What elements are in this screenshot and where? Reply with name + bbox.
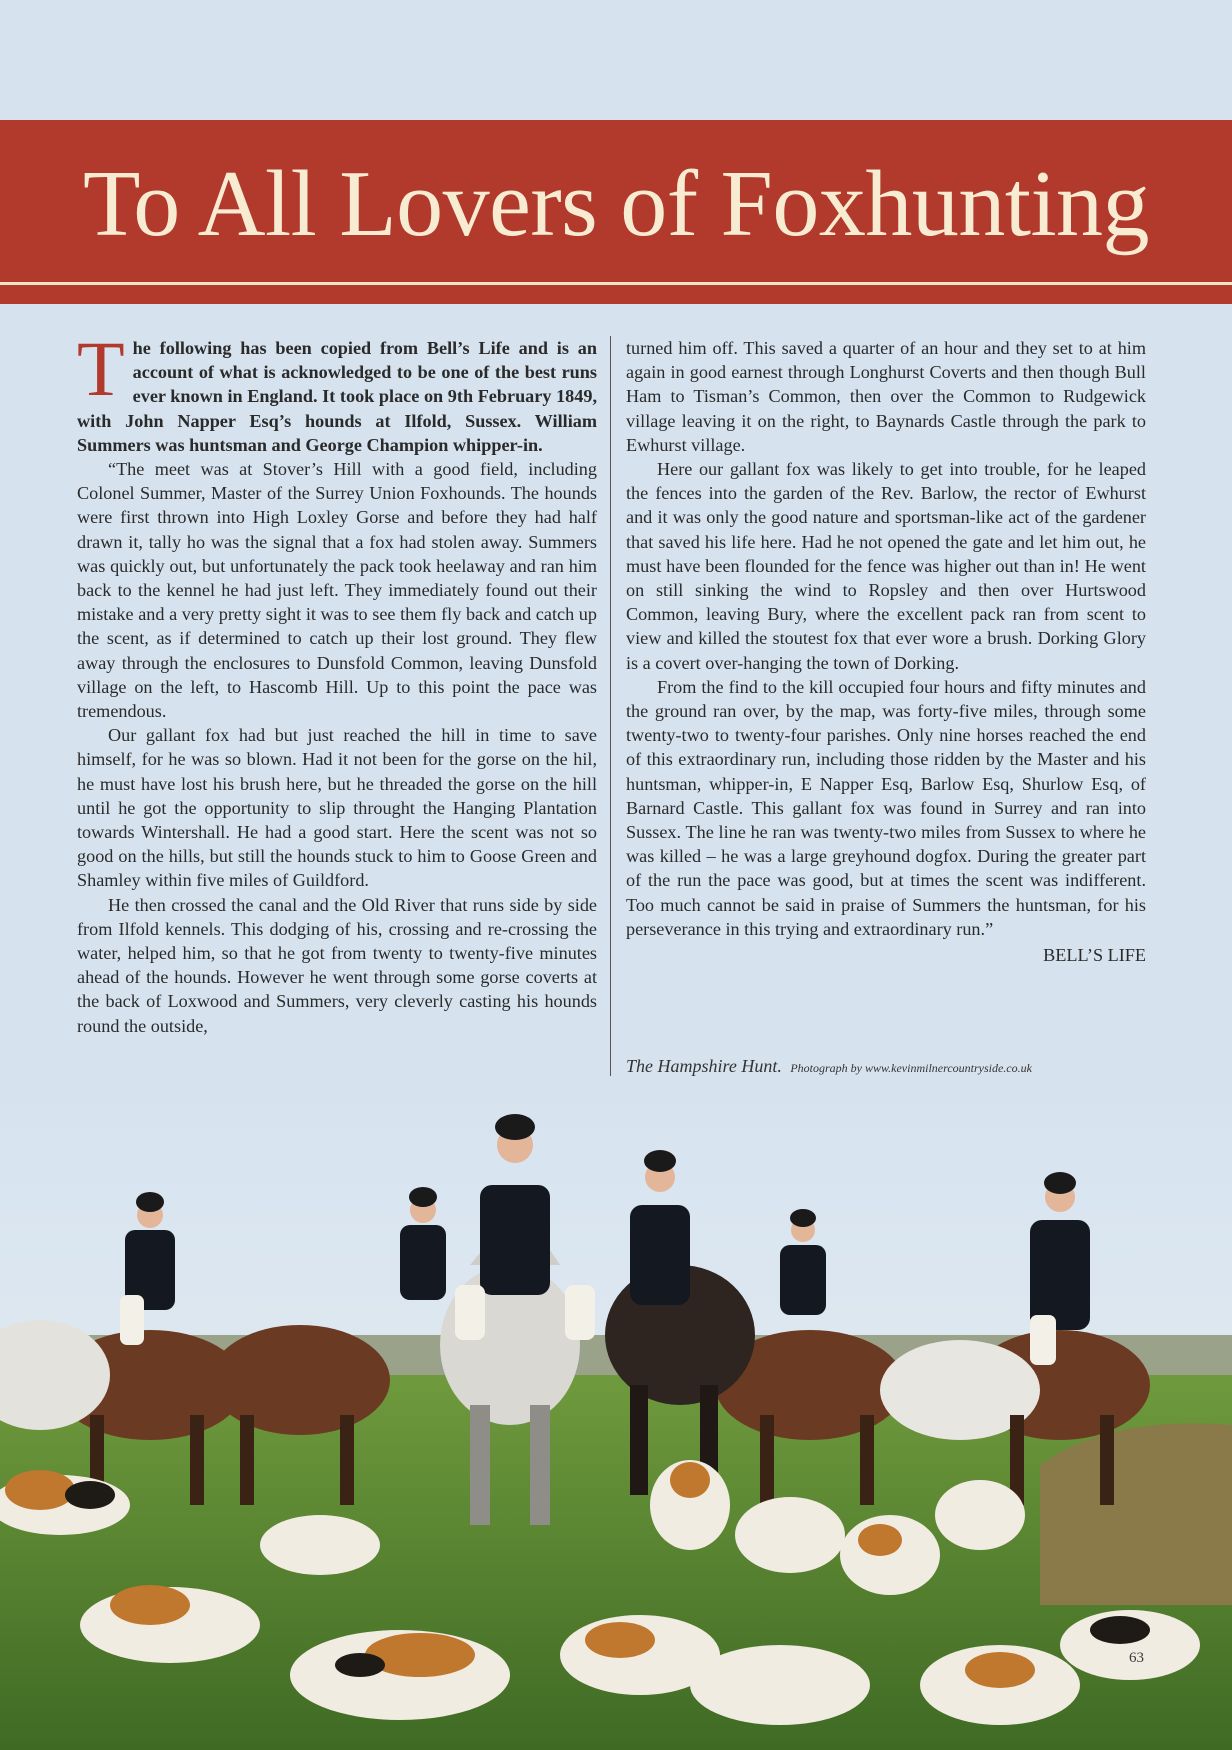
article-column-left: [77, 325, 597, 1038]
page-title: To All Lovers of Foxhunting: [82, 152, 1150, 256]
body-paragraph: He then crossed the canal and the Old River that runs side by side from Ilfold kennels. This dodging of his, crossing and re-crossing the water, helped him, so that he got from twenty to twenty-five minutes ahead of the hounds. However he went through some gorse coverts at the back of Loxwood and Summers, very cleverly casting his hounds round the outside,: [77, 894, 597, 1036]
body-paragraph: From the find to the kill occupied four hours and fifty minutes and the ground ran over, by the map, was forty-five miles, through some twenty-two to twenty-four parishes. Only nine horses reached the end of this extraordinary run, including those ridden by the Master and his huntsman, whipper-in, E Napper Esq, Barlow Esq, Shurlow Esq, of Barnard Castle. This gallant fox was found in Surrey and ran into Sussex. The line he ran was twenty-two miles from Sussex to where he was killed – he was a large greyhound dogfox. During the greater part of the run the pace was good, but at times the scent was indifferent. Too much cannot be said in praise of Summers the huntsman, for his perseverance in this trying and extraordinary run.”: [626, 676, 1146, 939]
body-paragraph: Here our gallant fox was likely to get into trouble, for he leaped the fences into the garden of the Rev. Barlow, the rector of Ewhurst and it was only the good nature and sportsman-like act of the gardener that saved his life here. Had he not opened the gate and let him out, he must have been flounded for the fence was higher out than in! He went on still sinking the wind to Ropsley and then over Hurtswood Common, leaving Bury, where the excellent pack ran from scent to view and killed the stoutest fox that ever wore a brush. Dorking Glory is a covert over-hanging the town of Dorking.: [626, 459, 1146, 673]
caption-credit: Photograph by www.kevinmilnercountryside.co.uk: [790, 1061, 1032, 1075]
lead-text: he following has been copied from Bell’s Life and is an account of what is acknowledged to be one of the best runs ever known in England. It took place on 9th February 1849, with John Napper Esq’s hounds at Ilfold, Sussex. William Summers was huntsman and George Champion whipper-in.: [77, 338, 597, 455]
lead-paragraph: [77, 325, 597, 457]
drop-cap: T: [77, 325, 125, 412]
body-paragraph: Our gallant fox had but just reached the hill in time to save himself, for he was so blown. Had it not been for the gorse on the hil, he must have lost his brush here, but he threaded the gorse on the hill until he got the opportunity to slip throught the Hanging Plantation towards Wintershall. He had a good start. Here the scent was not so good on the hills, but still the hounds stuck to him to Goose Green and Shamley within five miles of Guildford.: [77, 725, 597, 891]
article-column-right: [626, 336, 1146, 967]
caption-title: The Hampshire Hunt.: [626, 1056, 782, 1076]
page-number: 63: [1129, 1650, 1144, 1666]
banner-rule: [0, 282, 1232, 285]
hunt-photograph: [0, 1085, 1232, 1750]
body-paragraph: “The meet was at Stover’s Hill with a good field, including Colonel Summer, Master of the Surrey Union Foxhounds. The hounds were first thrown into High Loxley Gorse and before they had half drawn it, tally ho was the signal that a fox had stolen away. Summers was quickly out, but unfortunately the pack took heelaway and ran him back to the kennel he had just left. They immediately found out their mistake and a very pretty sight it was to see them fly back and catch up the scent, as if determined to catch up their lost ground. They flew away through the enclosures to Dunsfold Common, leaving Dunsfold village on the left, to Hascomb Hill. Up to this point the pace was tremendous.: [77, 459, 597, 722]
column-divider: [610, 336, 611, 1076]
title-banner: [0, 120, 1232, 304]
photo-caption: [626, 1056, 1032, 1077]
body-paragraph: turned him off. This saved a quarter of an hour and they set to at him again in good earnest through Longhurst Coverts and then though Bull Ham to Tisman’s Common, then over the Common to Rudgewick village leaving it on the right, to Baynards Castle through the park to Ewhurst village.: [626, 338, 1146, 455]
signoff: BELL’S LIFE: [1043, 945, 1146, 966]
